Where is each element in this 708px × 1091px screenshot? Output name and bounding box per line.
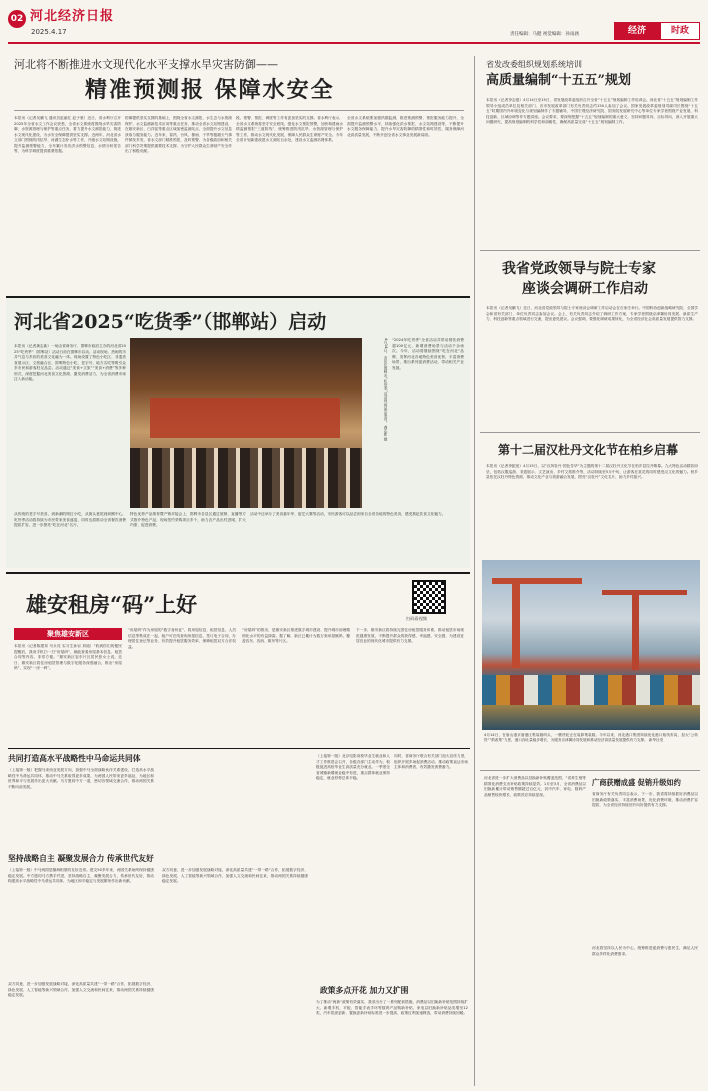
right-mid-body: 本报讯（记者吴鹏飞）近日，河北省党政领导与院士专家座谈会调研工作启动会在石家庄举行。中国科协创新战略研究院、全国学会和省有关部门、单位负责同志参加会议。会上，有关负责同志介绍了调研工作方案，专家学者围绕京津冀协同发展、新质生产力、科技创新等重点领域进行交流，提出意见建议。会议强调，要强化调研成果转化，为全省经济社会高质量发展提供智力支撑。: [486, 306, 698, 321]
right-top-kicker: 省发改委组织规划系统培训: [486, 60, 582, 69]
bottom-mid-body-2: 为了推动“两新”政策有效落实，我省出台了一系列配套措施，消费品以旧换新补贴范围持续扩大，新增手机、平板、智能手表手环等数码产品购新补贴，家电以旧换新补贴品类增至12类，汽车报废更新、置换更新补贴标准进一步提高，政策红利加速释放，带动消费持续回暖。: [316, 1000, 468, 1015]
foodie-body-3: 从传统的老字号美食，到新潮的网红小吃，从街头巷尾到商圈中心，吃货季活动将持续为市民带来美食盛宴，同时也将推动全省餐饮消费提质扩容，进一步擦亮“吃在河北”名片。: [14, 512, 126, 527]
port-photo: [482, 560, 700, 730]
lead-col4: 全省水文系统要加强汛期监测，推进预测预警、预报服务能力提升，全面提升监测预警水平，持续强化洪水预报、水文站网建设等，不断提升水文服务保障能力，提升水旱灾害防御的精准性和时效性，服务保障河北高质量发展，不断开创全省水文事业发展新局面。: [347, 116, 464, 137]
bottom-left-headline-1: 共同打造高水平战略性中马命运共同体: [8, 754, 141, 763]
bottom-right-body-3: 河北将坚持以人民为中心，统筹推进促消费与惠民生，满足人民群众多样化消费需求。: [592, 946, 698, 956]
bottom-left-body-2: （上接第一版）中马两国是隔海相望的友好近邻。建交50多年来，两国关系始终保持健康稳定发展。中方愿同马方携手并进，坚持战略自主，凝聚发展合力，传承世代友好，推动构建高水平战略性中马命运共同体，为地区和平稳定与发展繁荣作出新贡献。: [8, 868, 154, 883]
editors: 责任编辑：马健 视觉编辑：孙雨涵: [510, 32, 579, 37]
lead-col2: 防御提供坚实支撑的基础上，围绕全省水文测报，水生态与水资源保护，水文监测新技术应用等重点任务，推动全省水文站网建设，在雄安新区、白洋淀等重点区域加密监测站点，全面提升水文信息获取与服务能力。近年来，春汛、台风、暴雨、干旱等极端天气事件频发多发，省水文部门精准预报，及时预警，为各级政府和相关部门科学决策提供重要技术支撑，为守护人民群众生命财产安全作出了积极贡献。: [125, 116, 232, 153]
foodie-section: [6, 296, 470, 568]
xiongan-tag-label: 聚焦雄安新区: [47, 630, 89, 638]
bottom-left-headline-2: 坚持战略自主 凝聚发展合力 传承世代友好: [8, 854, 154, 863]
foodie-photo: [130, 338, 362, 508]
xiongan-col1: 本报讯（记者陈建邦 马永亮 实习生孙岩 刘迪）“收到你们的便民提醒后，我用手机扫一扫“房屋码”，就能查看房屋基本信息、租赁合同等内容，非常方便。”雄安新区容东片区居民张女士说。近日，雄安新区将住房租赁管理与数字化服务深度融合，推出“房屋码”，实现“一房一码”。: [14, 644, 122, 670]
lead-col1: 本报讯（记者吴鹏飞 通讯员赵丽红 赵子豪）近日，省水利厅召开2025年全省水文工作会议获悉，全省水文系统将围绕水旱灾害防御、水资源管理与保护等重点任务，着力提升水文测报能力，推进水文现代化建设，为水安全保障提供坚实支撑。近两年，河北省水文部门围绕防汛抗旱、河湖生态补水等工作，升级水文站网设施，提升监测预警能力，全年累计发布洪水预警信息、水情分析报告等，为科学调度提供重要依据。: [14, 116, 121, 153]
bottom-mid-body-1b: 同时，省商务厅联合有关部门加大宣传力度，组织开展多场促消费活动，推动政策直达市场主体和消费者，有效激发消费潜力。: [394, 754, 468, 769]
lead-kicker: 河北将不断推进水文现代化水平支撑水旱灾害防御——: [14, 58, 278, 71]
port-photo-crane-arm: [492, 578, 582, 584]
page-number: 02: [10, 14, 24, 24]
lead-col3: 段，预警、预报、调度等工作有更加坚实的支撑。省水利厅表示，全省水文系统将坚守安全底线，强化水文预报预警，加快构建雨水情监测预报“三道防线”，统筹推进防汛抗旱、水资源管理与保护等工作，推动水文现代化发展，保障人民群众生命财产安全。今年全省计划新建改建水文测站百余处，建设水文监测站网体系。: [236, 116, 343, 142]
port-photo-crane: [512, 578, 520, 668]
port-photo-caption: 4月14日，在唐山港京唐港区集装箱码头，一艘货轮正在装卸集装箱。今年以来，河北港口集团持续优化港口航线布局，加大“公转铁”“散改集”力度，港口吞吐量稳步增长，为服务京津冀协同发展和推动经济高质量发展提供有力支撑。 新华社发: [484, 733, 698, 743]
masthead: [0, 0, 708, 48]
issue-date: 2025.4.17: [31, 28, 67, 36]
paper-name: 河北经济日报: [30, 9, 115, 24]
han-culture-story: [480, 436, 702, 556]
right-mid-headline-1: 我省党政领导与院士专家: [502, 261, 656, 277]
port-photo-containers: [482, 675, 700, 705]
xiongan-col3: “房屋码”的推出，是雄安新区推进数字城市建设、提升城市治理精细化水平的有益探索。据了解，新区已累计为数万套房屋赋码，覆盖容东、容西、雄东等片区。: [242, 628, 350, 643]
right-divider-3: [480, 770, 700, 771]
bottom-left-body-2b: 双方同意，进一步加强发展战略对接，深化高质量共建“一带一路”合作，拓展数字经济、绿色发展、人工智能等新兴领域合作，加强人文交流和民间往来，推动两国关系持续健康稳定发展。: [162, 868, 308, 883]
port-photo-crane-2: [632, 590, 639, 670]
section2-label: 时政: [670, 26, 689, 36]
qr-code[interactable]: [412, 580, 446, 614]
right-top-story: [480, 56, 702, 246]
masthead-rule: [8, 42, 700, 44]
right-mid-story: [480, 254, 702, 429]
foodie-photo-stall: [150, 398, 340, 438]
xiongan-col2: “房屋码”作为房屋的“数字身份证”，将房屋信息、租赁信息、人员信息等集成在一起，租户可在线查询房屋信息，签订电子合同，办理居住登记等业务，有效提升租赁服务效率，保障租赁双方合法权益。: [128, 628, 236, 649]
section-label: 经济: [627, 26, 646, 36]
xiongan-section: [6, 572, 470, 744]
bottom-right-headline: 广商获赠成盛 促销升级如约: [592, 778, 681, 787]
lead-divider: [14, 110, 464, 111]
bottom-rule: [8, 748, 470, 749]
xiongan-col4: 下一步，雄安新区将持续完善住房租赁服务体系，推动租赁市场规范健康发展，不断提升群众的获得感、幸福感、安全感，为建设宜居宜业的现代化城市提供有力支撑。: [356, 628, 464, 643]
xiongan-headline: 雄安租房“码”上好: [26, 592, 198, 617]
port-photo-crane-arm-2: [602, 590, 687, 595]
right-top-headline: 高质量编制“十五五”规划: [486, 73, 631, 88]
right-top-body: 本报讯（记者李志强）4月14日至15日，省发展改革委组织召开全省“十五五”规划编制工作培训会。河北省“十五五”规划编制工作领导小组成员单位及相关部门、各市发展改革部门有关负责同志约150人参加了会议。国家发展改革委规划司副司长围绕“十五五”时期国内外环境变化与规划编制作了专题辅导，中国宏观经济研究院、国务院发展研究中心等单位专家学者围绕产业发展、科技创新、区域协调等作专题讲座。会议要求，要深刻把握“十五五”规划编制的重大意义，坚持问题导向、目标导向，深入开展重大问题研究，提高规划编制的科学性和前瞻性，确保高质量完成“十五五”规划编制工作。: [486, 98, 698, 124]
bottom-left-body-1: （上接第一版）把握马来西亚发展方向，加强中马全面战略伙伴关系建设，打造高水平战略性中马命运共同体，推动中马关系取得更多成果，为两国人民带来更多福祉，为地区和世界和平与发展作出更大贡献。马方愿同中方一道，密切各领域交流合作，推动两国关系不断向前发展。: [8, 768, 154, 789]
foodie-photo-crowd: [130, 448, 362, 508]
bottom-right-body-2: 省商务厅有关负责同志表示，下一步，我省将持续抓好消费品以旧换新政策落实，丰富消费场景，优化消费环境，推动消费扩容提质，为全省经济持续回升向好提供有力支撑。: [592, 792, 698, 807]
bottom-right-story: [480, 774, 702, 1088]
right-divider-1: [480, 250, 700, 251]
foodie-body-4: 特色优势产品推荐暨产销对接会上，邯郸市各县区通过展销、直播等方式推介特色产品，现场签约采购项目多个，助力农产品出村进城，扩大内需、促进消费。: [130, 512, 246, 527]
bottom-mid-body-1: （上接第一版）北京电影高校毕业生就业和人才工作推进会召开，各级各部门主动作为，积极促进高校毕业生高质量充分就业。一季度全省城镇新增就业稳中有进，重点群体就业保持稳定，就业形势总体平稳。: [316, 754, 390, 780]
bottom-right-body-1: 河北省进一步扩大消费品以旧换新补贴覆盖范围，“省养生殖等精准化消费支出补贴政策持续显效。1月至3月，全省消费品以旧换新累计带动销售额超过百亿元，其中汽车、家电、数码产品销售较快增长，政策效应持续显现。: [484, 776, 586, 797]
bottom-left-body-3: 双方同意，进一步加强发展战略对接，深化高质量共建“一带一路”合作，拓展数字经济、绿色发展、人工智能等新兴领域合作，加强人文交流和民间往来，推动两国关系持续健康稳定发展。: [8, 982, 154, 997]
foodie-headline: 河北省2025“吃货季”（邯郸站）启动: [14, 311, 327, 333]
han-culture-body: 本报讯（记者李振宽）4月15日，以“汉风牡丹·国色芳华”为主题的第十二届汉牡丹文化节在柏乡县拉开帷幕。九大特色活动精彩纷呈，包括汉服巡游、非遗展示、文艺演出、乡村文旅推介等，活动持续至5月中旬，让游客在赏花的同时感受汉文化的魅力。柏乡县依托汉牡丹特色资源，推动文化产业与旅游融合发展，擦亮“汉牡丹”文化名片，助力乡村振兴。: [486, 464, 698, 479]
foodie-photo-caption: 4月14日，市民在邯郸市“吃货季”活动现场品尝美食。 龚志新 摄: [384, 338, 388, 441]
lead-story: [0, 48, 470, 293]
vertical-divider: [474, 56, 475, 1086]
bottom-mid-story: [314, 752, 470, 1088]
right-mid-headline-2: 座谈会调研工作启动: [522, 281, 648, 297]
bottom-left-stories: [6, 752, 156, 1088]
foodie-body-2: “2024年吃货季”全省活动共带动餐饮消费超100亿元，新增消费场景与活动千余场次。今年，活动将继续围绕“吃在河北”品牌，发挥河北各地特色美食优势，丰富消费场景，推出系列促消费活动，带动相关产业发展。: [392, 338, 464, 370]
foodie-body-1: 本报讯（记者龚志新）一场由省商务厅、邯郸市政府主办的河北省2025“吃货季”（邯郸站）活动日前在邯郸市启动。活动现场，热闹的市井气息与多彩的美食文化融为一体。现场设置了特色小吃区、非遗美食展示区、文旅融合区，邯郸特色小吃、老字号、地方名吃等吸引众多市民和游客驻足品尝。活动通过“美食+文旅”“美食+消费”等多种形式，深度挖掘河北美食文化资源，激发消费活力，为全省消费市场注入新动能。: [14, 344, 126, 381]
foodie-body-5: 活动中还举办了美食嘉年华、厨艺大赛等活动，市民游客可以品尝到来自全省各地的特色美食，感受燕赵饮食文化魅力。: [250, 512, 446, 516]
right-divider-2: [480, 432, 700, 433]
lead-headline: 精准预测报 保障水安全: [85, 77, 335, 103]
bottom-left-col2: [160, 752, 310, 1088]
han-culture-headline: 第十二届汉杜丹文化节在柏乡启幕: [498, 443, 679, 457]
qr-code-label: 扫码看视频: [406, 616, 427, 621]
bottom-mid-headline: 政策多点开花 加力又扩围: [320, 986, 409, 995]
